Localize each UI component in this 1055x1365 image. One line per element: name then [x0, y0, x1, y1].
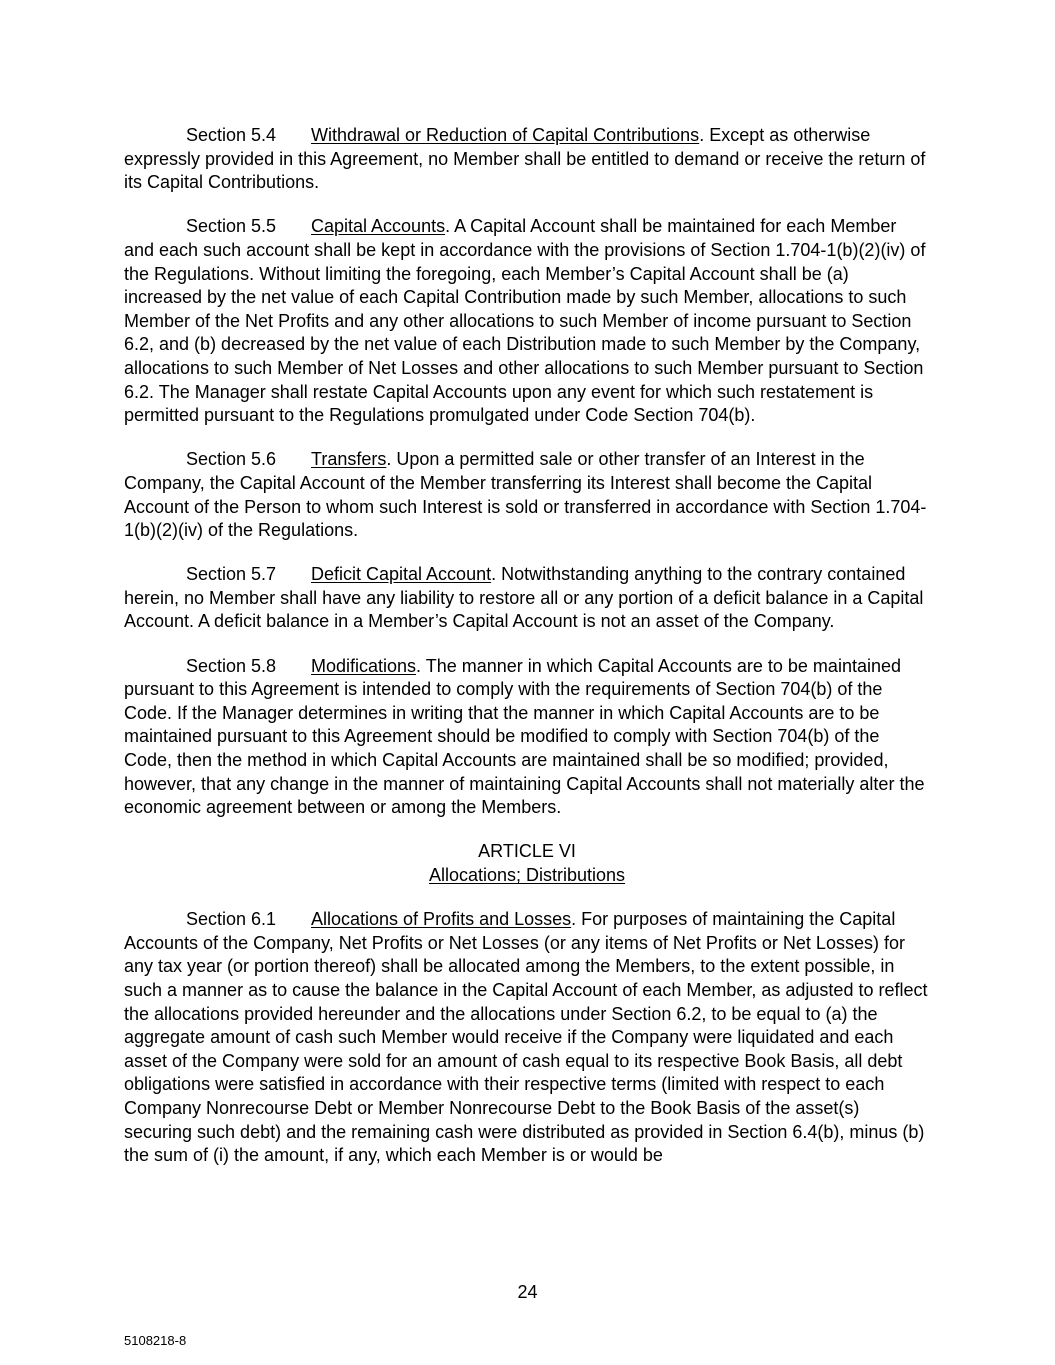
article-subtitle: Allocations; Distributions [428, 865, 626, 885]
document-id: 5108218-8 [124, 1333, 187, 1348]
section-body: . For purposes of maintaining the Capital Accounts of the Company, Net Profits or Net Losses (or any items of Net Profits or Net Losses) for any tax year (or portion thereof) shall be allocated among the Members, to the extent possible, in such a manner as to cause the balance in the Capital Account of each Member, as adjusted to reflect the allocations provided hereunder and the allocations under Section 6.2, to be equal to (a) the aggregate amount of cash such Member would receive if the Company were liquidated and each asset of the Company were sold for an amount of cash equal to its respective Book Basis, all debt obligations were satisfied in accordance with their respective terms (limited with respect to each Company Nonrecourse Debt or Member Nonrecourse Debt to the Book Basis of the asset(s) securing such debt) and the remaining cash were distributed as provided in Section 6.4(b), minus (b) the sum of (i) the amount, if any, which each Member is or would be [124, 909, 928, 1166]
section-number: Section 5.6 [186, 449, 277, 470]
article-heading [124, 840, 930, 887]
section-number: Section 5.5 [186, 216, 277, 237]
section-heading: Allocations of Profits and Losses [311, 909, 572, 930]
section-body: . Except as otherwise expressly provided in this Agreement, no Member shall be entitled to demand or receive the return of its Capital Contributions. [124, 125, 926, 193]
section-heading: Modifications [311, 655, 417, 676]
section-body: . The manner in which Capital Accounts are to be maintained pursuant to this Agreement is intended to comply with the requirements of Section 704(b) of the Code. If the Manager determines in writing that the manner in which Capital Accounts are to be maintained pursuant to this Agreement should be modified to comply with Section 704(b) of the Code, then the method in which Capital Accounts are maintained shall be so modified; provided, however, that any change in the manner of maintaining Capital Accounts shall not materially alter the economic agreement between or among the Members. [124, 655, 925, 818]
section-heading: Transfers [311, 449, 387, 470]
section-heading: Deficit Capital Account [311, 564, 492, 585]
section-number: Section 5.7 [186, 564, 277, 585]
section-number: Section 5.4 [186, 125, 277, 145]
section-body: . A Capital Account shall be maintained for each Member and each such account shall be kept in accordance with the provisions of Section 1.704-1(b)(2)(iv) of the Regulations. Without limiting the foregoing, each Member’s Capital Account shall be (a) increased by the net value of each Capital Contribution made by such Member, allocations to such Member of the Net Profits and any other allocations to such Member of income pursuant to Section 6.2, and (b) decreased by the net value of each Distribution made to such Member by the Company, allocations to such Member of Net Losses and other allocations to such Member pursuant to Section 6.2. The Manager shall restate Capital Accounts upon any event for which such restatement is permitted pursuant to the Regulations promulgated under Code Section 704(b). [124, 216, 926, 426]
section-body: . Notwithstanding anything to the contrary contained herein, no Member shall have any liability to restore all or any portion of a deficit balance in a Capital Account. A deficit balance in a Member’s Capital Account is not an asset of the Company. [124, 564, 924, 632]
document-page [124, 124, 930, 1188]
section-5-8 [124, 655, 930, 820]
article-title: ARTICLE VI [478, 841, 576, 862]
section-number: Section 6.1 [186, 909, 277, 930]
section-5-7 [124, 563, 930, 634]
section-5-4 [124, 124, 930, 195]
section-5-6 [124, 448, 930, 542]
section-5-5 [124, 215, 930, 427]
section-heading: Capital Accounts [311, 216, 446, 237]
section-body: . Upon a permitted sale or other transfer of an Interest in the Company, the Capital Account of the Member transferring its Interest shall become the Capital Account of the Person to whom such Interest is sold or transferred in accordance with Section 1.704-1(b)(2)(iv) of the Regulations. [124, 449, 927, 541]
section-heading: Withdrawal or Reduction of Capital Contributions [311, 125, 700, 145]
page-number: 24 [517, 1282, 538, 1302]
section-6-1 [124, 908, 930, 1168]
section-number: Section 5.8 [186, 655, 277, 676]
